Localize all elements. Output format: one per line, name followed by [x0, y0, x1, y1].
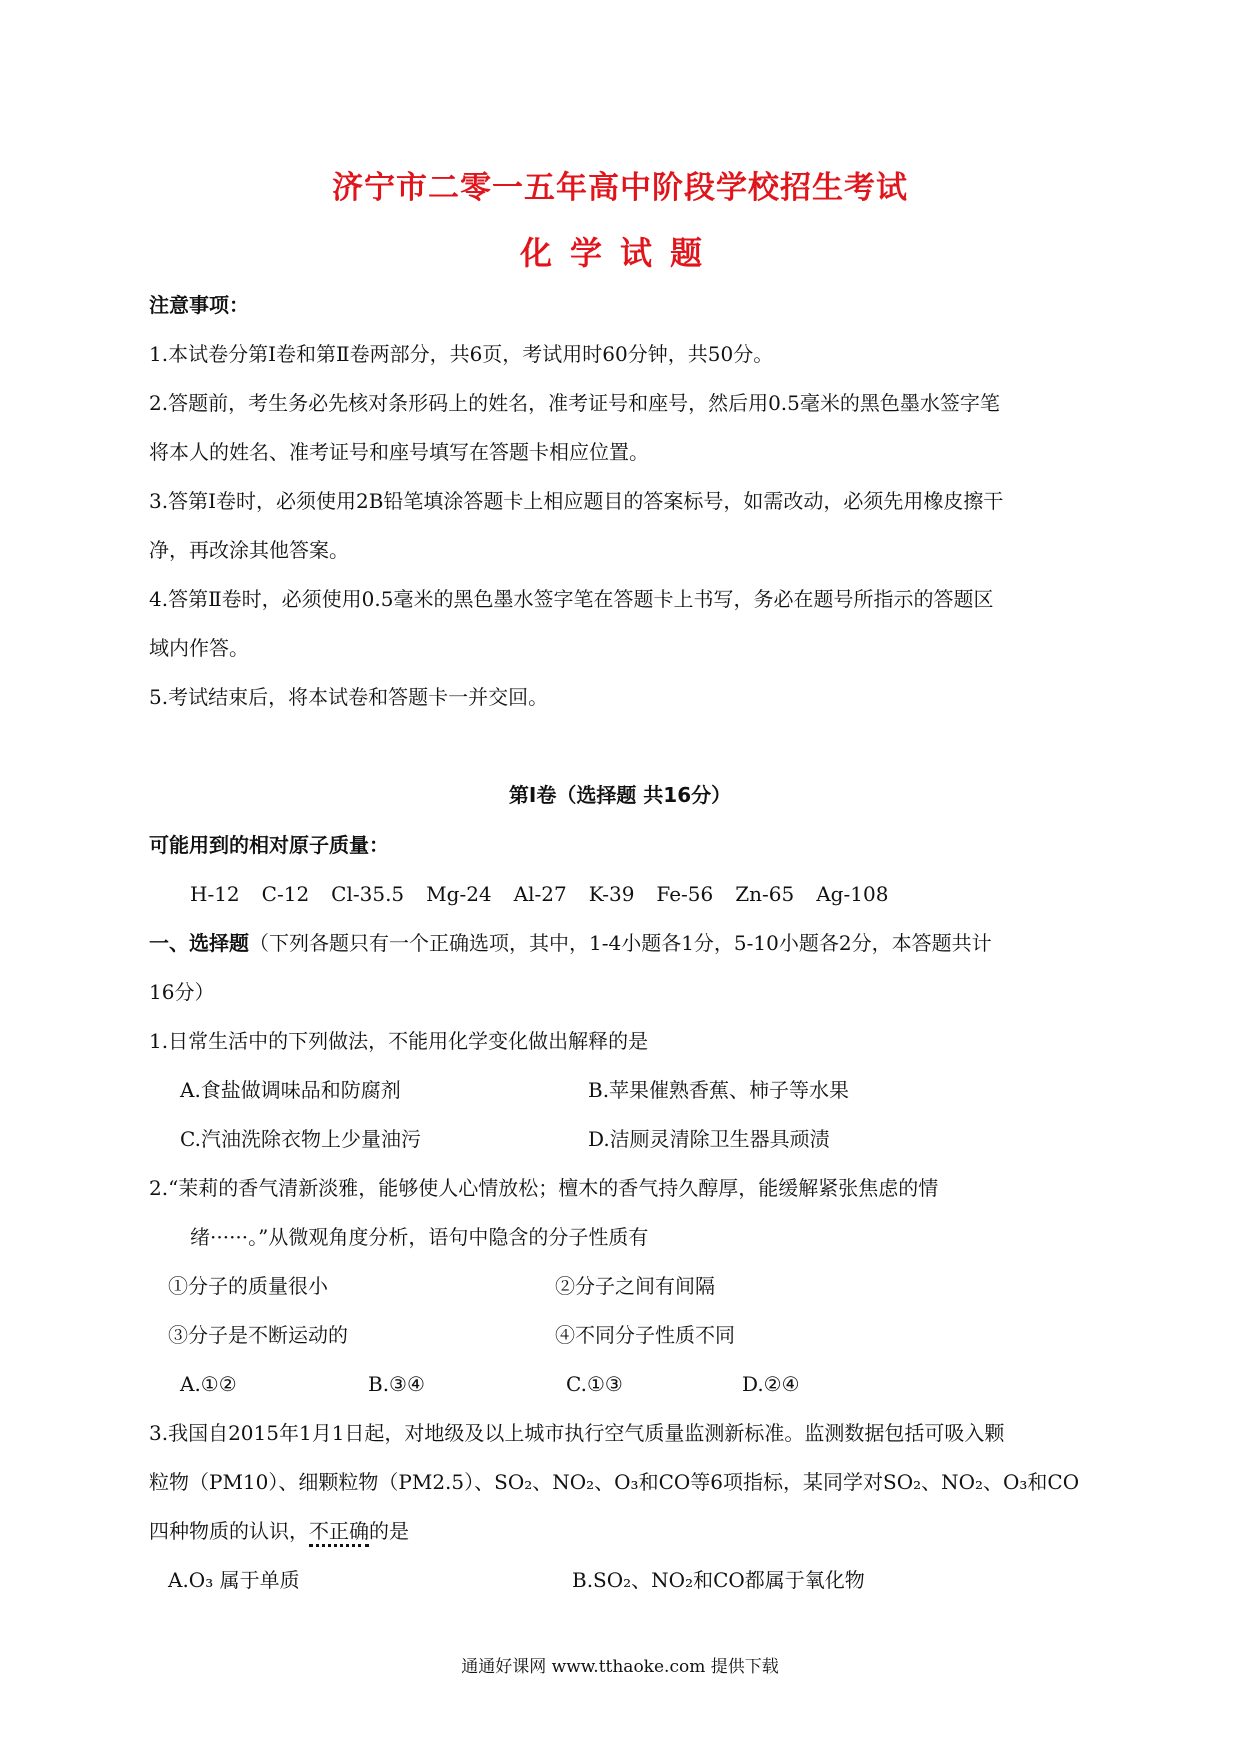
notice-item-4: 4.答第Ⅱ卷时，必须使用0.5毫米的黑色墨水签字笔在答题卡上书写，务必在题号所指示的答题区 [149, 587, 994, 611]
mass-k: K-39 [588, 882, 635, 906]
q2-statement-2: ②分子之间有间隔 [555, 1274, 715, 1298]
mass-zn: Zn-65 [735, 882, 795, 906]
section-desc: （下列各题只有一个正确选项，其中，1-4小题各1分，5-10小题各2分，本答题共计 [249, 931, 992, 955]
q2-statement-3: ③分子是不断运动的 [168, 1323, 348, 1347]
q2-option-c: C.①③ [566, 1372, 623, 1396]
notice-item-2-cont: 将本人的姓名、准考证号和座号填写在答题卡相应位置。 [149, 440, 649, 464]
atomic-mass-list [190, 879, 910, 909]
part1-heading: 第Ⅰ卷（选择题 共16分） [508, 783, 732, 807]
q1-option-b: B.苹果催熟香蕉、柿子等水果 [588, 1078, 850, 1102]
q3-stem-post: 的是 [369, 1519, 409, 1543]
q3-emphasis: 不正确 [309, 1519, 369, 1547]
mass-c: C-12 [261, 882, 310, 906]
q3-stem-cont-2 [149, 1516, 409, 1546]
exam-title: 济宁市二零一五年高中阶段学校招生考试 [332, 170, 908, 206]
q2-statement-4: ④不同分子性质不同 [555, 1323, 735, 1347]
q2-statement-1: ①分子的质量很小 [168, 1274, 328, 1298]
section-desc-cont: 16分） [149, 980, 215, 1004]
q3-option-b: B.SO₂、NO₂和CO都属于氧化物 [572, 1568, 865, 1592]
notice-item-5: 5.考试结束后，将本试卷和答题卡一并交回。 [149, 685, 549, 709]
mass-al: Al-27 [513, 882, 567, 906]
notice-item-4-cont: 域内作答。 [149, 636, 249, 660]
mass-ag: Ag-108 [816, 882, 889, 906]
notice-item-3-cont: 净，再改涂其他答案。 [149, 538, 349, 562]
notice-item-3: 3.答第Ⅰ卷时，必须使用2B铅笔填涂答题卡上相应题目的答案标号，如需改动，必须先用橡皮擦干 [149, 489, 1004, 513]
mass-fe: Fe-56 [656, 882, 714, 906]
notice-item-1: 1.本试卷分第Ⅰ卷和第Ⅱ卷两部分，共6页，考试用时60分钟，共50分。 [149, 342, 774, 366]
q3-option-a: A.O₃ 属于单质 [168, 1568, 300, 1592]
q2-stem-cont: 绪······。”从微观角度分析，语句中隐含的分子性质有 [190, 1225, 649, 1249]
atomic-mass-heading: 可能用到的相对原子质量： [149, 833, 389, 857]
q2-stem: 2.“茉莉的香气清新淡雅，能够使人心情放松；檀木的香气持久醇厚，能缓解紧张焦虑的情 [149, 1176, 939, 1200]
q1-option-a: A.食盐做调味品和防腐剂 [180, 1078, 401, 1102]
page-footer: 通通好课网 www.tthaoke.com 提供下载 [461, 1657, 779, 1677]
notice-item-2: 2.答题前，考生务必先核对条形码上的姓名，准考证号和座号，然后用0.5毫米的黑色墨水签字笔 [149, 391, 1000, 415]
exam-subject: 化学试题 [519, 234, 720, 272]
q1-option-c: C.汽油洗除衣物上少量油污 [180, 1127, 421, 1151]
q1-option-d: D.洁厕灵清除卫生器具顽渍 [588, 1127, 830, 1151]
q1-stem: 1.日常生活中的下列做法，不能用化学变化做出解释的是 [149, 1029, 649, 1053]
q3-stem: 3.我国自2015年1月1日起，对地级及以上城市执行空气质量监测新标准。监测数据包括可吸入颗 [149, 1421, 1005, 1445]
mass-mg: Mg-24 [426, 882, 492, 906]
q3-stem-pre: 四种物质的认识， [149, 1519, 309, 1543]
section-label: 一、选择题 [149, 931, 249, 955]
mass-cl: Cl-35.5 [331, 882, 405, 906]
q2-option-d: D.②④ [742, 1372, 800, 1396]
q3-stem-cont: 粒物（PM10）、细颗粒物（PM2.5）、SO₂、NO₂、O₃和CO等6项指标，某同学对SO₂、NO₂、O₃和CO [149, 1470, 1080, 1494]
q2-option-b: B.③④ [368, 1372, 425, 1396]
section-instructions [149, 928, 992, 958]
notice-heading: 注意事项： [149, 293, 249, 317]
mass-h: H-12 [190, 882, 240, 906]
q2-option-a: A.①② [180, 1372, 237, 1396]
